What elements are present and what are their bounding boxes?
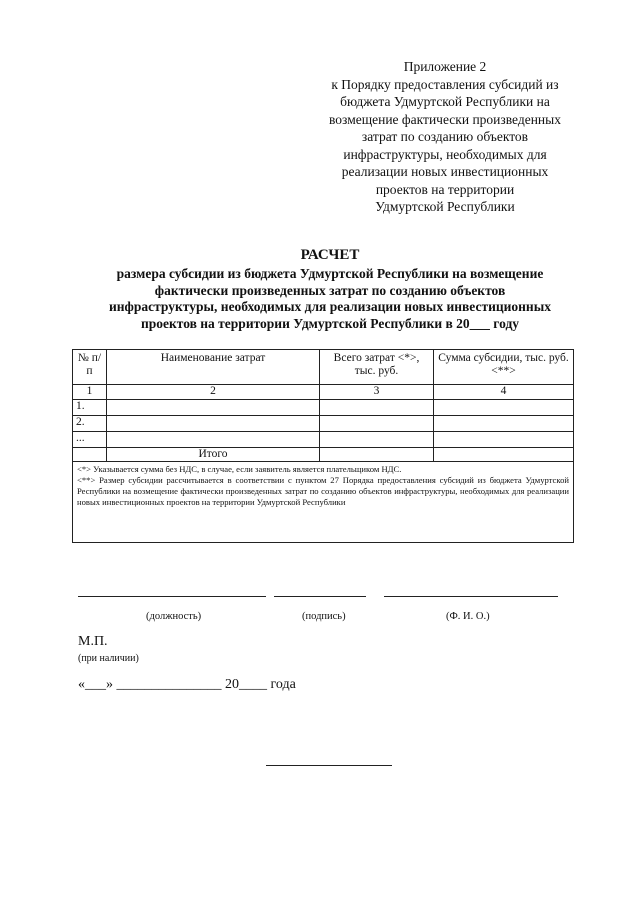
position-line: [78, 596, 266, 597]
column-number: 4: [434, 385, 574, 400]
total-empty-cell: [73, 448, 107, 462]
footnote-1: <*> Указывается сумма без НДС, в случае, если заявитель является плательщиком НДС.: [77, 464, 402, 474]
title-subtitle: [60, 266, 600, 332]
table-row: [73, 400, 574, 416]
total-cell: [320, 448, 434, 462]
annex-line: Приложение 2: [403, 59, 487, 74]
signature-line: [274, 596, 366, 597]
notes-row: [73, 462, 574, 543]
signature-lines: [78, 596, 578, 598]
row-number: 1.: [73, 400, 107, 416]
row-cell: [320, 416, 434, 432]
annex-line: проектов на территории: [375, 181, 515, 197]
column-number: 1: [73, 385, 107, 400]
row-cell: [107, 432, 320, 448]
stamp-note: (при наличии): [78, 653, 139, 664]
document-title: [60, 246, 600, 332]
column-number-row: [73, 385, 574, 400]
annex-line: инфраструктуры, необходимых для: [343, 146, 547, 162]
name-label: (Ф. И. О.): [446, 611, 490, 622]
total-label: Итого: [107, 448, 320, 462]
total-row: [73, 448, 574, 462]
footnote-2: <**> Размер субсидии рассчитывается в соответствии с пунктом 27 Порядка предоставления субсидий из бюджета Удмуртской Республики на возмещение фактически произведенных затрат по созданию объектов инфраструктуры, необходимых для реализации новых инвестиционных проектов на территории Удмуртской Республики: [77, 475, 569, 507]
header-cell-total-costs: Всего затрат <*>, тыс. руб.: [320, 350, 434, 385]
name-line: [384, 596, 558, 597]
table-row: [73, 432, 574, 448]
header-cell-number: № п/п: [73, 350, 107, 385]
table-header-row: [73, 350, 574, 385]
annex-line: бюджета Удмуртской Республики на: [340, 94, 550, 109]
subtitle-line: фактически произведенных затрат по созданию объектов: [154, 282, 506, 298]
position-label: (должность): [146, 611, 202, 622]
footer-rule: [266, 765, 392, 766]
row-cell: [434, 432, 574, 448]
annex-line: возмещение фактически произведенных: [329, 111, 561, 127]
title-main: РАСЧЕТ: [300, 247, 360, 263]
stamp-label: М.П.: [78, 634, 108, 649]
annex-line: затрат по созданию объектов: [361, 129, 529, 144]
calculation-table: [72, 349, 574, 543]
column-number: 3: [320, 385, 434, 400]
row-number: ...: [73, 432, 107, 448]
subtitle-line: инфраструктуры, необходимых для реализации новых инвестиционных: [108, 299, 552, 314]
annex-line: к Порядку предоставления субсидий из: [331, 76, 559, 92]
row-cell: [107, 416, 320, 432]
row-number: 2.: [73, 416, 107, 432]
row-cell: [320, 432, 434, 448]
row-cell: [107, 400, 320, 416]
header-cell-cost-name: Наименование затрат: [107, 350, 320, 385]
header-cell-subsidy-amount: Сумма субсидии, тыс. руб. <**>: [434, 350, 574, 385]
row-cell: [434, 416, 574, 432]
annex-line: Удмуртской Республики: [375, 199, 515, 214]
row-cell: [434, 400, 574, 416]
date-line: «___» _______________ 20____ года: [78, 677, 296, 692]
subtitle-line: размера субсидии из бюджета Удмуртской Республики на возмещение: [116, 266, 544, 281]
row-cell: [320, 400, 434, 416]
footnotes: [73, 462, 574, 543]
annex-line: реализации новых инвестиционных: [341, 164, 549, 179]
column-number: 2: [107, 385, 320, 400]
annex-header: [300, 58, 590, 216]
subtitle-line: проектов на территории Удмуртской Республики в 20___ году: [140, 315, 520, 331]
signature-label: (подпись): [302, 611, 346, 622]
table-row: [73, 416, 574, 432]
total-cell: [434, 448, 574, 462]
